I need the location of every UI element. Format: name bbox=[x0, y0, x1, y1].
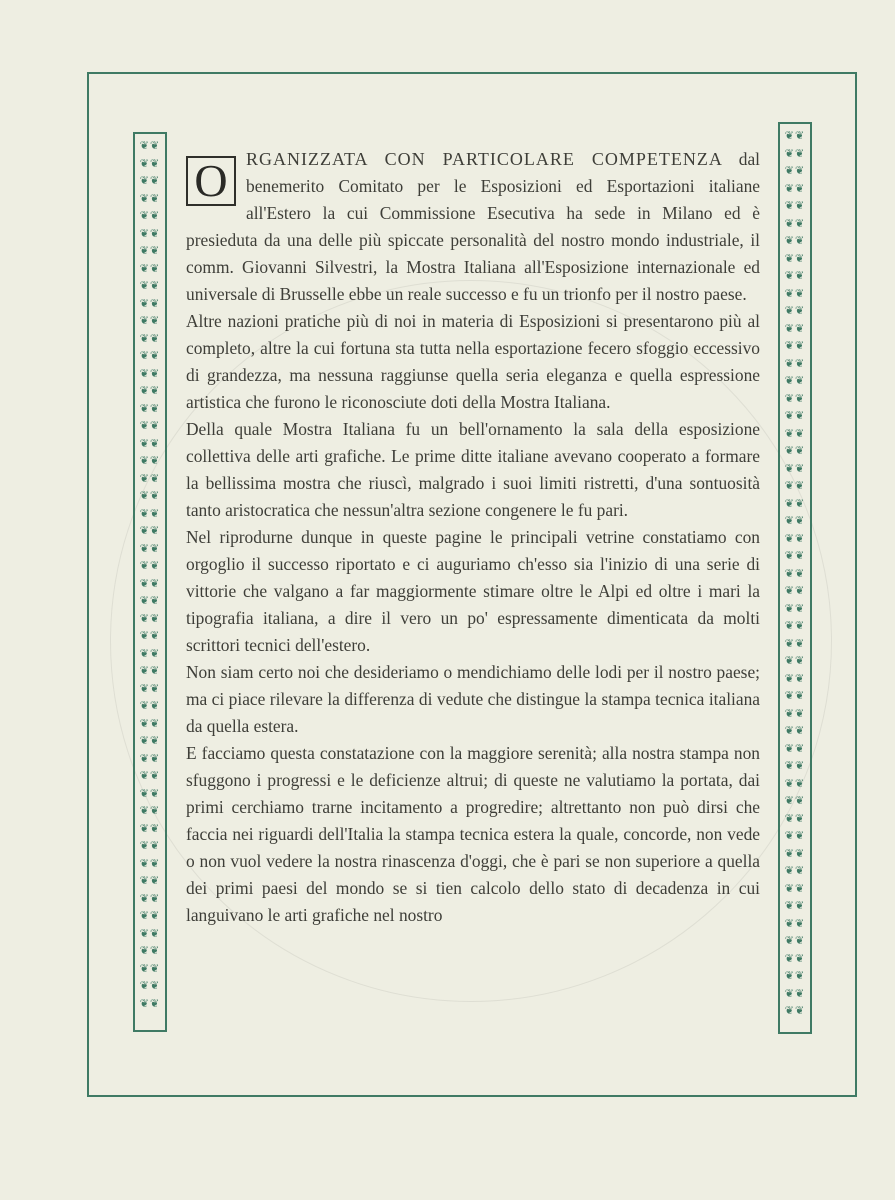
ornament-leaf-icon: ❦❦ bbox=[784, 356, 806, 370]
ornament-leaf-icon: ❦❦ bbox=[139, 156, 161, 170]
ornament-leaf-icon: ❦❦ bbox=[139, 489, 161, 502]
ornament-leaf-icon: ❦❦ bbox=[784, 286, 806, 300]
ornament-leaf-icon: ❦❦ bbox=[139, 174, 161, 187]
ornament-leaf-icon: ❦❦ bbox=[139, 401, 161, 415]
ornament-leaf-icon: ❦❦ bbox=[139, 419, 161, 432]
ornament-leaf-icon: ❦❦ bbox=[784, 146, 806, 160]
ornament-leaf-icon: ❦❦ bbox=[139, 646, 161, 660]
ornament-leaf-icon: ❦❦ bbox=[784, 444, 806, 457]
ornament-leaf-icon: ❦❦ bbox=[139, 226, 161, 240]
ornament-leaf-icon: ❦❦ bbox=[139, 804, 161, 817]
ornament-leaf-icon: ❦❦ bbox=[784, 164, 806, 177]
ornament-leaf-icon: ❦❦ bbox=[784, 391, 806, 405]
ornament-leaf-icon: ❦❦ bbox=[784, 899, 806, 912]
ornament-leaf-icon: ❦❦ bbox=[784, 846, 806, 860]
ornament-leaf-icon: ❦❦ bbox=[139, 681, 161, 695]
paragraph-4: Nel riprodurne dunque in queste pagine le principali vetrine constatiamo con orgoglio il successo riportato e ci auguriamo ch'esso sia l'inizio di una serie di vittorie che valgano a far maggiormente stimare oltre le Alpi ed oltre i mari la tipografia italiana, a dire il vero un po' espressamente dimenticata da molti scrittori tecnici dell'estero. bbox=[186, 527, 760, 655]
paragraph-1-text: dal benemerito Comitato per le Esposizioni ed Esportazioni italiane all'Estero la cui Commissione Esecutiva ha sede in Milano ed è presieduta da una delle più spiccate personalità del nostro mondo industriale, il comm. Giovanni Silvestri, la Mostra Italiana all'Esposizione internazionale ed universale di Brusselle ebbe un reale successo e fu un trionfo per il nostro paese. bbox=[186, 149, 761, 304]
drop-cap-letter: O bbox=[186, 156, 236, 206]
article-text bbox=[186, 146, 760, 929]
ornament-leaf-icon: ❦❦ bbox=[139, 506, 161, 520]
ornament-leaf-icon: ❦❦ bbox=[784, 864, 806, 877]
ornament-leaf-icon: ❦❦ bbox=[139, 769, 161, 782]
ornament-leaf-icon: ❦❦ bbox=[784, 986, 806, 1000]
ornament-leaf-icon: ❦❦ bbox=[784, 724, 806, 737]
ornament-leaf-icon: ❦❦ bbox=[784, 654, 806, 667]
ornament-leaf-icon: ❦❦ bbox=[784, 514, 806, 527]
ornament-leaf-icon: ❦❦ bbox=[784, 706, 806, 720]
ornament-leaf-icon: ❦❦ bbox=[784, 549, 806, 562]
ornament-leaf-icon: ❦❦ bbox=[784, 479, 806, 492]
right-ornament-border bbox=[778, 122, 812, 1034]
ornament-leaf-icon: ❦❦ bbox=[139, 384, 161, 397]
ornament-leaf-icon: ❦❦ bbox=[784, 199, 806, 212]
ornament-leaf-icon: ❦❦ bbox=[139, 699, 161, 712]
ornament-leaf-icon: ❦❦ bbox=[784, 496, 806, 510]
ornament-leaf-icon: ❦❦ bbox=[139, 856, 161, 870]
ornament-leaf-icon: ❦❦ bbox=[139, 331, 161, 345]
ornament-leaf-icon: ❦❦ bbox=[784, 426, 806, 440]
paragraph-2: Altre nazioni pratiche più di noi in materia di Esposizioni si presentarono più al completo, altre la cui fortuna sta tutta nella esportazione fecero sfoggio eccessivo di grandezza, ma nessuna raggiunse quella seria eleganza e quella espressione artistica che furono le riconosciute doti della Mostra Italiana. bbox=[186, 311, 760, 412]
ornament-leaf-icon: ❦❦ bbox=[139, 559, 161, 572]
ornament-leaf-icon: ❦❦ bbox=[139, 751, 161, 765]
ornament-leaf-icon: ❦❦ bbox=[784, 234, 806, 247]
ornament-leaf-icon: ❦❦ bbox=[139, 611, 161, 625]
ornament-leaf-icon: ❦❦ bbox=[139, 209, 161, 222]
ornament-leaf-icon: ❦❦ bbox=[784, 321, 806, 335]
ornament-leaf-icon: ❦❦ bbox=[784, 881, 806, 895]
paragraph-6: E facciamo questa constatazione con la maggiore serenità; alla nostra stampa non sfuggono i progressi e le deficienze altrui; di queste ne valutiamo la portata, dai primi cerchiamo trarne incitamento a progredire; altrettanto non può dirsi che faccia nei riguardi dell'Italia la stampa tecnica estera la quale, concorde, non vede o non vuol vedere la nostra rinascenza d'oggi, che è pari se non superiore a quella dei primi paesi del mondo se si tien calcolo dello stato di decadenza in cui languivano le arti grafiche nel nostro bbox=[186, 743, 760, 925]
ornament-leaf-icon: ❦❦ bbox=[784, 269, 806, 282]
ornament-leaf-icon: ❦❦ bbox=[784, 776, 806, 790]
ornament-leaf-icon: ❦❦ bbox=[784, 811, 806, 825]
ornament-leaf-icon: ❦❦ bbox=[139, 296, 161, 310]
ornament-leaf-icon: ❦❦ bbox=[784, 934, 806, 947]
ornament-leaf-icon: ❦❦ bbox=[784, 759, 806, 772]
ornament-leaf-icon: ❦❦ bbox=[784, 251, 806, 265]
left-ornament-border bbox=[133, 132, 167, 1032]
ornament-leaf-icon: ❦❦ bbox=[139, 664, 161, 677]
ornament-leaf-icon: ❦❦ bbox=[139, 944, 161, 957]
ornament-leaf-icon: ❦❦ bbox=[139, 926, 161, 940]
ornament-leaf-icon: ❦❦ bbox=[784, 566, 806, 580]
ornament-leaf-icon: ❦❦ bbox=[139, 891, 161, 905]
ornament-leaf-icon: ❦❦ bbox=[139, 436, 161, 450]
ornament-leaf-icon: ❦❦ bbox=[139, 996, 161, 1010]
ornament-leaf-icon: ❦❦ bbox=[784, 689, 806, 702]
ornament-leaf-icon: ❦❦ bbox=[784, 619, 806, 632]
ornament-leaf-icon: ❦❦ bbox=[139, 979, 161, 992]
ornament-leaf-icon: ❦❦ bbox=[784, 181, 806, 195]
ornament-leaf-icon: ❦❦ bbox=[139, 261, 161, 275]
ornament-leaf-icon: ❦❦ bbox=[139, 576, 161, 590]
ornament-leaf-icon: ❦❦ bbox=[784, 409, 806, 422]
ornament-leaf-icon: ❦❦ bbox=[139, 839, 161, 852]
ornament-leaf-icon: ❦❦ bbox=[139, 734, 161, 747]
ornament-leaf-icon: ❦❦ bbox=[139, 716, 161, 730]
ornament-leaf-icon: ❦❦ bbox=[139, 786, 161, 800]
paragraph-3: Della quale Mostra Italiana fu un bell'ornamento la sala della esposizione collettiva delle arti grafiche. Le prime ditte italiane avevano cooperato a formare la bellissima mostra che riuscì, malgrado i suoi limiti ristretti, d'una sontuosità tanto aristocratica che nessun'altra sezione congenere le fu pari. bbox=[186, 419, 760, 520]
paragraph-5: Non siam certo noi che desideriamo o mendichiamo delle lodi per il nostro paese; ma ci piace rilevare la differenza di vedute che distingue la stampa tecnica italiana da quella estera. bbox=[186, 662, 760, 736]
ornament-leaf-icon: ❦❦ bbox=[784, 304, 806, 317]
ornament-leaf-icon: ❦❦ bbox=[784, 461, 806, 475]
ornament-leaf-icon: ❦❦ bbox=[139, 629, 161, 642]
ornament-leaf-icon: ❦❦ bbox=[139, 524, 161, 537]
ornament-leaf-icon: ❦❦ bbox=[139, 961, 161, 975]
ornament-leaf-icon: ❦❦ bbox=[139, 874, 161, 887]
ornament-leaf-icon: ❦❦ bbox=[784, 129, 806, 142]
ornament-leaf-icon: ❦❦ bbox=[139, 909, 161, 922]
ornament-leaf-icon: ❦❦ bbox=[784, 741, 806, 755]
ornament-leaf-icon: ❦❦ bbox=[784, 951, 806, 965]
ornament-leaf-icon: ❦❦ bbox=[139, 541, 161, 555]
ornament-leaf-icon: ❦❦ bbox=[784, 339, 806, 352]
ornament-leaf-icon: ❦❦ bbox=[139, 454, 161, 467]
ornament-leaf-icon: ❦❦ bbox=[784, 969, 806, 982]
ornament-leaf-icon: ❦❦ bbox=[784, 916, 806, 930]
ornament-leaf-icon: ❦❦ bbox=[139, 821, 161, 835]
ornament-leaf-icon: ❦❦ bbox=[139, 139, 161, 152]
ornament-leaf-icon: ❦❦ bbox=[784, 829, 806, 842]
ornament-leaf-icon: ❦❦ bbox=[139, 594, 161, 607]
ornament-leaf-icon: ❦❦ bbox=[139, 349, 161, 362]
ornament-leaf-icon: ❦❦ bbox=[139, 366, 161, 380]
opening-small-caps: RGANIZZATA CON PARTICOLARE COMPETENZA bbox=[246, 149, 723, 169]
ornament-leaf-icon: ❦❦ bbox=[139, 191, 161, 205]
ornament-leaf-icon: ❦❦ bbox=[784, 216, 806, 230]
ornament-leaf-icon: ❦❦ bbox=[139, 244, 161, 257]
ornament-leaf-icon: ❦❦ bbox=[784, 794, 806, 807]
ornament-leaf-icon: ❦❦ bbox=[784, 1004, 806, 1017]
ornament-leaf-icon: ❦❦ bbox=[784, 671, 806, 685]
ornament-leaf-icon: ❦❦ bbox=[784, 531, 806, 545]
ornament-leaf-icon: ❦❦ bbox=[139, 279, 161, 292]
ornament-leaf-icon: ❦❦ bbox=[784, 636, 806, 650]
ornament-leaf-icon: ❦❦ bbox=[784, 584, 806, 597]
ornament-leaf-icon: ❦❦ bbox=[139, 471, 161, 485]
paragraph-1 bbox=[186, 146, 760, 308]
ornament-leaf-icon: ❦❦ bbox=[139, 314, 161, 327]
ornament-leaf-icon: ❦❦ bbox=[784, 601, 806, 615]
ornament-leaf-icon: ❦❦ bbox=[784, 374, 806, 387]
